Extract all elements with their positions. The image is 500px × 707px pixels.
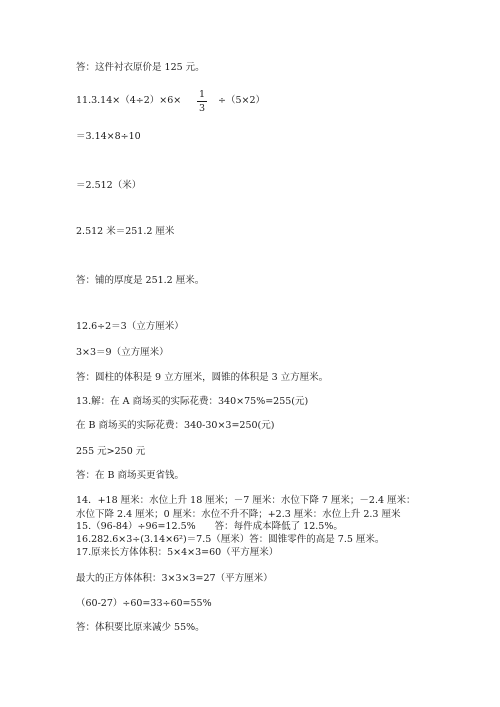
problem-14-line-1: 14．+18 厘米：水位上升 18 厘米；－7 厘米：水位下降 7 厘米；－2.4 厘米： bbox=[76, 495, 416, 506]
problem-17-step-3: （60-27）÷60=33÷60=55% bbox=[76, 598, 212, 609]
problem-17-step-2: 最大的正方体体积：3×3×3=27（平方厘米） bbox=[76, 573, 273, 584]
problem-12-step-1: 12.6÷2＝3（立方厘米） bbox=[76, 321, 184, 332]
answer-line-volume-reduction: 答：体积要比原来减少 55%。 bbox=[76, 622, 205, 633]
problem-13-compare: 255 元>250 元 bbox=[76, 446, 146, 457]
answer-line-cheaper-store: 答：在 B 商场买更省钱。 bbox=[76, 470, 185, 481]
unit-conversion: 2.512 米＝251.2 厘米 bbox=[76, 226, 175, 237]
answer-line-volumes: 答：圆柱的体积是 9 立方厘米，圆锥的体积是 3 立方厘米。 bbox=[76, 372, 329, 383]
problem-11-expression-tail: ÷（5×2） bbox=[218, 95, 266, 106]
problem-12-step-2: 3×3＝9（立方厘米） bbox=[76, 347, 169, 358]
problem-13-step-1: 13.解：在 A 商场买的实际花费：340×75%=255(元) bbox=[76, 396, 309, 407]
calc-step-1: ＝3.14×8÷10 bbox=[76, 131, 141, 142]
problem-14-line-2: 水位下降 2.4 厘米；0 厘米：水位不升不降；+2.3 厘米：水位上升 2.3 厘米 bbox=[76, 509, 401, 520]
problem-13-step-2: 在 B 商场买的实际花费：340-30×3=250(元) bbox=[76, 420, 275, 431]
fraction-numerator: 1 bbox=[198, 89, 206, 100]
answer-line-thickness: 答：铺的厚度是 251.2 厘米。 bbox=[76, 275, 205, 286]
problem-15: 15.（96-84）÷96=12.5% 答：每件成本降低了 12.5%。 bbox=[76, 521, 343, 532]
problem-17-step-1: 17.原来长方体体积：5×4×3=60（平方厘米） bbox=[76, 547, 279, 558]
problem-11-expression: 11.3.14×（4÷2）×6× bbox=[76, 95, 182, 106]
fraction-bar bbox=[197, 101, 207, 102]
problem-16: 16.282.6×3÷(3.14×6²)＝7.5（厘米）答：圆锥零件的高是 7.5 厘米。 bbox=[76, 534, 385, 545]
fraction-denominator: 3 bbox=[198, 103, 206, 114]
calc-step-2: ＝2.512（米） bbox=[76, 180, 142, 191]
answer-line-shirt-price: 答：这件衬衣原价是 125 元。 bbox=[76, 62, 205, 73]
